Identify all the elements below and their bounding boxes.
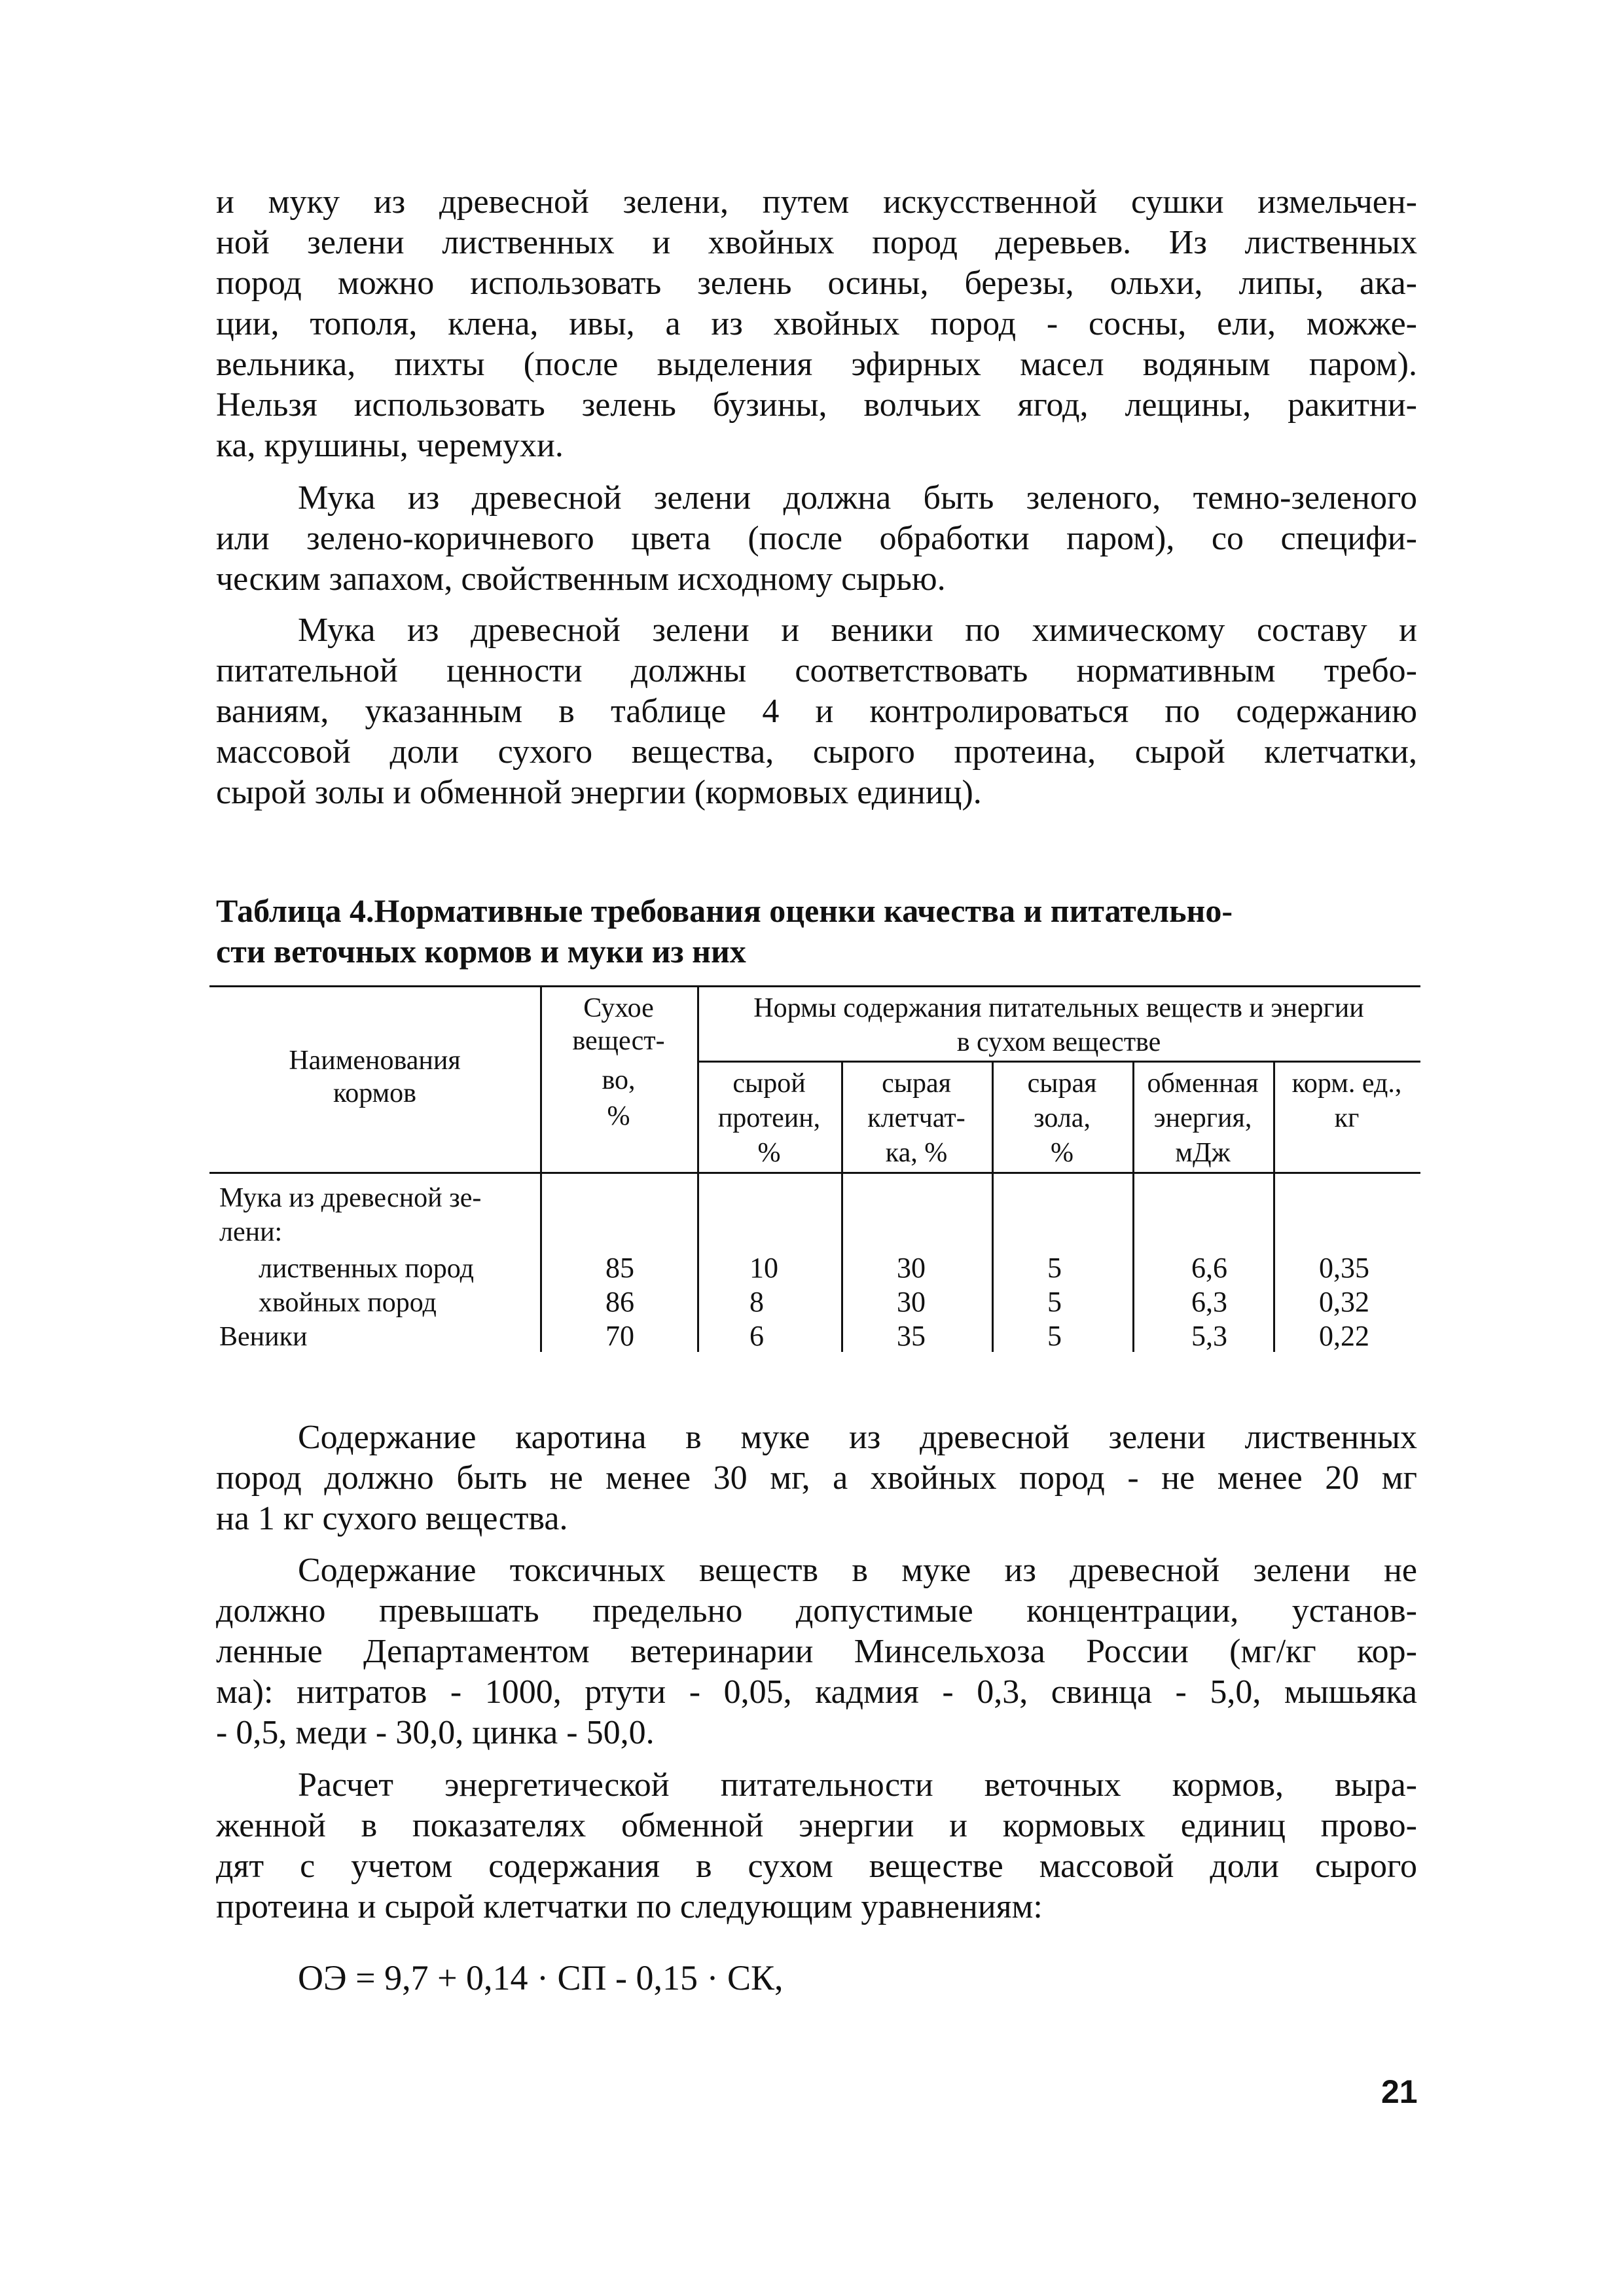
text-line: ваниям, указанным в таблице 4 и контролироваться по содержанию [216, 693, 1417, 730]
row-protein: 10 [749, 1252, 778, 1284]
header-norms-2: в сухом веществе [956, 1027, 1161, 1057]
row-protein: 8 [749, 1286, 764, 1318]
row-dry: 70 [605, 1320, 634, 1352]
text-line: дят с учетом содержания в сухом веществе массовой доли сырого [216, 1848, 1417, 1885]
text-line: сырой золы и обменной энергии (кормовых единиц). [216, 774, 982, 811]
row-units: 0,35 [1319, 1252, 1369, 1284]
text-line: вельника, пихты (после выделения эфирных масел водяным паром). [216, 346, 1417, 383]
header-dry-3: во, [602, 1065, 636, 1095]
header-dry-4: % [607, 1101, 630, 1131]
table-subheader-rule [697, 1061, 1420, 1063]
table-caption-line-1: Таблица 4.Нормативные требования оценки качества и питательно- [216, 892, 1233, 929]
text-line: ции, тополя, клена, ивы, а из хвойных пород - сосны, ели, можже- [216, 305, 1417, 342]
text-line: женной в показателях обменной энергии и кормовых единиц прово- [216, 1807, 1417, 1844]
page-number: 21 [1381, 2073, 1418, 2110]
header-energy-3: мДж [1175, 1138, 1231, 1168]
group-label-2: лени: [219, 1217, 283, 1247]
text-line: на 1 кг сухого вещества. [216, 1500, 568, 1537]
header-name-1: Наименования [289, 1046, 461, 1076]
table-caption-line-2: сти веточных кормов и муки из них [216, 933, 746, 970]
text-line: Содержание токсичных веществ в муке из древесной зелени не [298, 1552, 1417, 1589]
row-name: лиственных пород [259, 1254, 474, 1284]
header-name-2: кормов [333, 1078, 417, 1108]
header-protein-2: протеин, [717, 1103, 821, 1133]
row-ash: 5 [1047, 1320, 1062, 1352]
row-name: Веники [219, 1322, 308, 1352]
row-dry: 86 [605, 1286, 634, 1318]
text-line: - 0,5, меди - 30,0, цинка - 50,0. [216, 1714, 655, 1751]
row-protein: 6 [749, 1320, 764, 1352]
row-name: хвойных пород [259, 1288, 437, 1318]
row-dry: 85 [605, 1252, 634, 1284]
text-line: протеина и сырой клетчатки по следующим уравнениям: [216, 1888, 1043, 1925]
text-line: пород можно использовать зелень осины, березы, ольхи, липы, ака- [216, 264, 1417, 302]
text-line: Мука из древесной зелени и веники по химическому составу и [298, 611, 1417, 649]
row-fiber: 30 [897, 1286, 926, 1318]
header-norms-1: Нормы содержания питательных веществ и энергии [753, 993, 1364, 1023]
text-line: Расчет энергетической питательности веточных кормов, выра- [298, 1766, 1417, 1804]
header-dry-2: вещест- [572, 1026, 665, 1056]
text-line: массовой доли сухого вещества, сырого протеина, сырой клетчатки, [216, 733, 1417, 771]
text-line: ной зелени лиственных и хвойных пород деревьев. Из лиственных [216, 224, 1417, 261]
nutrition-table [209, 985, 1420, 1352]
group-label-1: Мука из древесной зе- [219, 1183, 482, 1213]
row-ash: 5 [1047, 1252, 1062, 1284]
energy-formula: ОЭ = 9,7 + 0,14 · СП - 0,15 · СК, [298, 1958, 784, 1997]
header-ash-1: сырая [1027, 1068, 1097, 1099]
text-line: ческим запахом, свойственным исходному сырью. [216, 560, 946, 598]
row-fiber: 30 [897, 1252, 926, 1284]
header-fiber-3: ка, % [885, 1138, 948, 1168]
text-line: должно превышать предельно допустимые концентрации, установ- [216, 1592, 1417, 1630]
text-line: ка, крушины, черемухи. [216, 427, 564, 464]
text-line: Нельзя использовать зелень бузины, волчьих ягод, лещины, ракитни- [216, 386, 1417, 424]
header-ash-2: зола, [1034, 1103, 1091, 1133]
header-protein-1: сырой [732, 1068, 806, 1099]
header-fiber-2: клетчат- [867, 1103, 965, 1133]
row-units: 0,32 [1319, 1286, 1369, 1318]
header-dry-1: Сухое [583, 993, 654, 1023]
row-energy: 6,6 [1191, 1252, 1227, 1284]
header-units-1: корм. ед., [1291, 1068, 1402, 1099]
table-top-rule [209, 985, 1420, 987]
header-protein-3: % [757, 1138, 781, 1168]
header-energy-1: обменная [1147, 1068, 1259, 1099]
text-line: Мука из древесной зелени должна быть зеленого, темно-зеленого [298, 479, 1417, 517]
header-units-2: кг [1334, 1103, 1360, 1133]
text-line: ленные Департаментом ветеринарии Минсельхоза России (мг/кг кор- [216, 1633, 1417, 1670]
header-ash-3: % [1051, 1138, 1074, 1168]
text-line: питательной ценности должны соответствовать нормативным требо- [216, 652, 1417, 689]
row-energy: 5,3 [1191, 1320, 1227, 1352]
row-energy: 6,3 [1191, 1286, 1227, 1318]
text-line: и муку из древесной зелени, путем искусственной сушки измельчен- [216, 183, 1417, 221]
header-fiber-1: сырая [882, 1068, 951, 1099]
table-header-bottom-rule [209, 1172, 1420, 1174]
text-line: Содержание каротина в муке из древесной зелени лиственных [298, 1419, 1417, 1456]
row-fiber: 35 [897, 1320, 926, 1352]
text-line: ма): нитратов - 1000, ртути - 0,05, кадмия - 0,3, свинца - 5,0, мышьяка [216, 1673, 1417, 1711]
header-energy-2: энергия, [1153, 1103, 1252, 1133]
row-units: 0,22 [1319, 1320, 1369, 1352]
row-ash: 5 [1047, 1286, 1062, 1318]
text-line: пород должно быть не менее 30 мг, а хвойных пород - не менее 20 мг [216, 1459, 1417, 1497]
text-line: или зелено-коричневого цвета (после обработки паром), со специфи- [216, 520, 1417, 557]
